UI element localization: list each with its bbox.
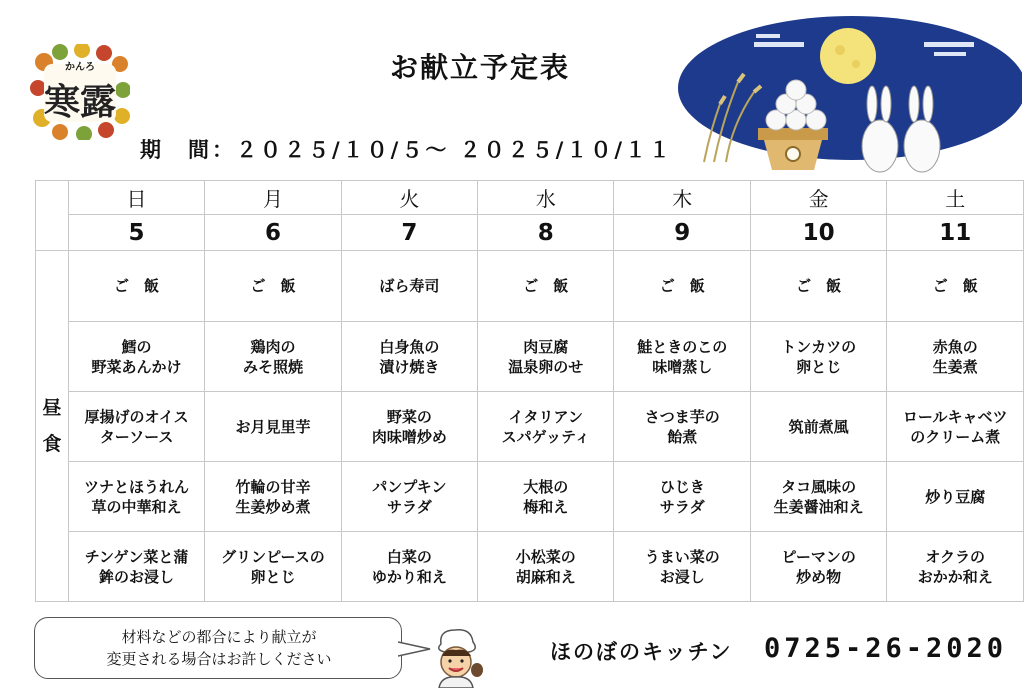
kanro-logo	[30, 44, 130, 140]
menu-row	[36, 462, 1024, 532]
period-range: ２０２５/１０/５～ ２０２５/１０/１１	[236, 138, 673, 162]
dish-line: 生姜煮	[932, 357, 978, 376]
dish-line: 鮭ときのこの	[637, 337, 728, 356]
page-title: お献立予定表	[389, 51, 570, 84]
dish-line: のクリーム煮	[910, 427, 1001, 446]
dish-line: オクラの	[925, 547, 986, 566]
dish-line: ひじき	[659, 477, 705, 496]
notice-text	[35, 626, 403, 670]
dish-cell	[478, 322, 614, 392]
menu-row	[36, 251, 1024, 322]
logo-furigana: かんろ	[65, 62, 95, 73]
dish-line: 白身魚の	[379, 337, 440, 356]
dish-line: 肉味噌炒め	[371, 427, 447, 446]
dish-line: 野菜あんかけ	[91, 357, 182, 376]
moon-rabbits-icon	[674, 12, 1022, 180]
dish-cell	[68, 251, 204, 322]
menu-row	[36, 392, 1024, 462]
notice-line: 変更される場合はお許しください	[106, 650, 332, 668]
dish-line: 味噌蒸し	[652, 357, 713, 376]
dish-line: サラダ	[386, 497, 432, 516]
dish-line: ターソース	[99, 427, 174, 446]
dish-line: 生姜炒め煮	[235, 497, 311, 516]
dish-line: グリンピースの	[221, 547, 325, 566]
dish-line: チンゲン菜と蒲	[84, 547, 189, 566]
dish-cell	[614, 532, 750, 602]
dish-cell	[750, 251, 886, 322]
dish-cell	[614, 251, 750, 322]
weekday-cell: 火	[341, 181, 477, 215]
dish-line: ピーマンの	[781, 547, 856, 566]
dish-cell	[341, 392, 477, 462]
dish-line: ご 飯	[523, 277, 569, 295]
dish-cell	[478, 251, 614, 322]
dish-cell	[341, 251, 477, 322]
date-cell: 6	[205, 215, 341, 251]
dish-cell	[750, 322, 886, 392]
dish-cell	[614, 462, 750, 532]
dish-line: 炒り豆腐	[925, 487, 986, 506]
dish-cell	[750, 392, 886, 462]
dish-cell	[478, 532, 614, 602]
dish-line: 草の中華和え	[91, 497, 182, 516]
dish-cell	[478, 392, 614, 462]
date-cell: 10	[750, 215, 886, 251]
dish-line: 白菜の	[386, 547, 432, 566]
dish-cell	[68, 322, 204, 392]
dish-line: みそ照焼	[242, 357, 303, 376]
dish-line: うまい菜の	[644, 547, 720, 566]
menu-row	[36, 532, 1024, 602]
moon-viewing-illustration	[674, 12, 1022, 180]
dish-line: ご 飯	[932, 277, 978, 295]
dish-line: さつま芋の	[644, 407, 720, 426]
dish-cell	[205, 392, 341, 462]
dish-line: ロールキャベツ	[902, 407, 1008, 426]
logo-text: 寒露	[43, 81, 116, 123]
dish-cell	[750, 532, 886, 602]
weekday-cell: 月	[205, 181, 341, 215]
weekday-cell: 金	[750, 181, 886, 215]
dish-cell	[205, 532, 341, 602]
dish-line: 飴煮	[667, 427, 698, 446]
date-cell: 8	[478, 215, 614, 251]
dish-cell	[68, 392, 204, 462]
dish-line: 卵とじ	[796, 357, 842, 376]
dish-cell	[887, 392, 1024, 462]
period-label: 期 間：	[140, 138, 236, 162]
weekday-cell: 水	[478, 181, 614, 215]
dish-cell	[68, 462, 204, 532]
chef-person-icon	[425, 624, 487, 688]
dish-line: トンカツの	[781, 337, 857, 356]
lunch-label-line1: 昼	[42, 397, 62, 419]
weekday-row	[36, 181, 1024, 215]
dish-cell	[478, 462, 614, 532]
date-cell: 7	[341, 215, 477, 251]
dish-cell	[887, 251, 1024, 322]
period-line	[140, 134, 673, 164]
dish-line: 筑前煮風	[788, 417, 849, 436]
menu-row	[36, 322, 1024, 392]
corner-cell	[36, 181, 69, 251]
dish-line: スパゲッティ	[501, 427, 590, 446]
dish-cell	[68, 532, 204, 602]
dish-line: 梅和え	[523, 497, 569, 516]
lunch-label-line2: 食	[42, 433, 62, 455]
dish-cell	[887, 532, 1024, 602]
dish-cell	[205, 322, 341, 392]
dish-line: イタリアン	[508, 407, 583, 426]
dish-cell	[341, 322, 477, 392]
dish-line: 赤魚の	[932, 337, 978, 356]
dish-line: 鶏肉の	[250, 337, 296, 356]
dish-line: お月見里芋	[235, 417, 311, 436]
weekday-cell: 土	[887, 181, 1024, 215]
date-cell: 5	[68, 215, 204, 251]
dish-cell	[887, 322, 1024, 392]
dish-line: おかか和え	[917, 567, 993, 586]
dish-line: 肉豆腐	[523, 337, 569, 356]
weekday-cell: 木	[614, 181, 750, 215]
notice-bubble	[34, 617, 402, 679]
dish-line: ご 飯	[114, 277, 160, 295]
notice-line: 材料などの都合により献立が	[121, 628, 317, 646]
dish-line: 胡麻和え	[515, 567, 576, 586]
phone-number: 0725-26-2020	[764, 633, 1008, 664]
dish-cell	[341, 532, 477, 602]
dish-line: ご 飯	[796, 277, 842, 295]
dish-line: ご 飯	[250, 277, 296, 295]
dish-line: 鱈の	[121, 337, 152, 356]
dish-line: 鉾のお浸し	[99, 567, 175, 586]
dish-line: ばら寿司	[379, 277, 440, 295]
dish-line: お浸し	[659, 567, 705, 586]
dish-line: ゆかり和え	[371, 567, 447, 586]
lunch-label	[36, 251, 69, 602]
dish-line: 竹輪の甘辛	[235, 477, 311, 496]
dish-line: 野菜の	[386, 407, 432, 426]
dish-line: 漬け焼き	[379, 357, 440, 376]
dish-line: ご 飯	[659, 277, 705, 295]
dish-cell	[887, 462, 1024, 532]
dish-cell	[614, 392, 750, 462]
dish-line: 炒め物	[796, 567, 842, 586]
date-cell: 9	[614, 215, 750, 251]
dish-line: タコ風味の	[781, 477, 857, 496]
menu-table	[35, 180, 1024, 602]
date-row	[36, 215, 1024, 251]
dish-cell	[205, 462, 341, 532]
kitchen-name: ほのぼのキッチン	[550, 640, 733, 664]
dish-line: 温泉卵のせ	[508, 357, 584, 376]
date-cell: 11	[887, 215, 1024, 251]
weekday-cell: 日	[68, 181, 204, 215]
dish-line: 大根の	[523, 477, 569, 496]
dish-cell	[614, 322, 750, 392]
dish-line: 生姜醤油和え	[773, 497, 864, 516]
dish-cell	[205, 251, 341, 322]
dish-line: パンプキン	[372, 477, 447, 496]
dish-line: サラダ	[659, 497, 705, 516]
dish-line: ツナとほうれん	[84, 477, 190, 496]
dish-cell	[341, 462, 477, 532]
dish-cell	[750, 462, 886, 532]
dish-line: 小松菜の	[515, 547, 576, 566]
dish-line: 厚揚げのオイス	[84, 407, 189, 426]
dish-line: 卵とじ	[250, 567, 296, 586]
